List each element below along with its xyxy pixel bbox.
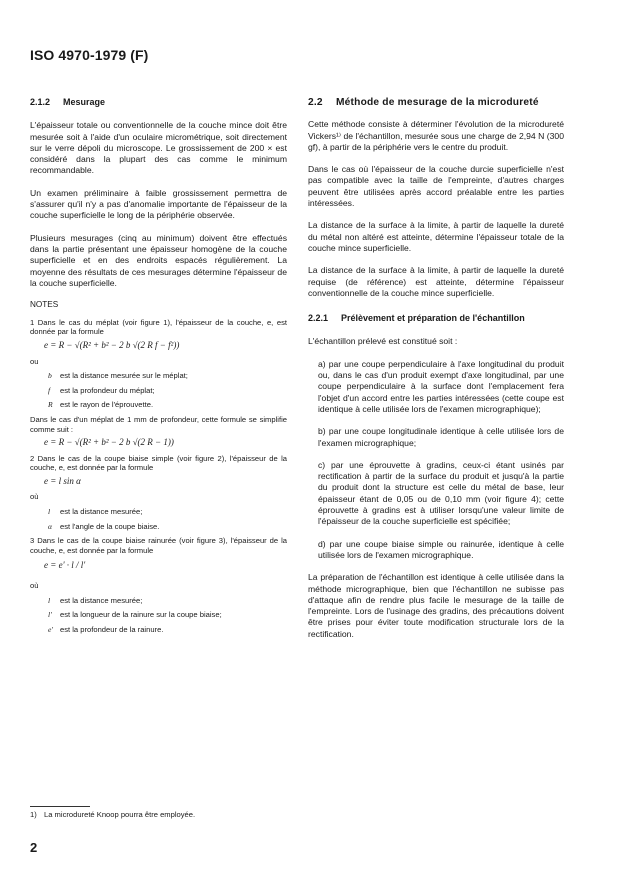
definition-item: f est la profondeur du méplat;: [48, 385, 155, 395]
list-item-c: c) par une éprouvette à gradins, ceux-ci étant usinés par rectification à partir de la surface du produit et jusqu'à la partie du produit dont la structure est celle du métal de base, leur épaisseur étant de 0,05 ou de 0,10 mm (voir figure 4); cette éprouvette à gradins est à utiliser lorsqu'une valeur limite de l'épaisseur de la couche superficielle est spécifiée;: [318, 459, 564, 527]
definition-item: l' est la longueur de la rainure sur la coupe biaise;: [48, 610, 222, 620]
paragraph: Plusieurs mesurages (cinq au minimum) doivent être effectués dans la partie présentant une épaisseur homogène de la couche superficielle et en des endroits espacés régulièrement. La moyenne des résultats de ces mesurages détermine l'épaisseur de la couche superficielle.: [30, 232, 287, 288]
document-header: ISO 4970-1979 (F): [30, 47, 149, 63]
list-item-d: d) par une coupe biaise simple ou rainurée, identique à celle utilisée lors de l'examen micrographique.: [318, 538, 564, 560]
footnote: [30, 810, 195, 819]
paragraph: La distance de la surface à la limite, à partir de laquelle la dureté requise (de référence) est atteinte, détermine l'épaisseur conventionnelle de la couche mince superficielle.: [308, 265, 564, 298]
definition-item: e' est la profondeur de la rainure.: [48, 624, 164, 634]
footnote-divider: [30, 806, 90, 807]
note-2-text: 2 Dans le cas de la coupe biaise simple (voir figure 2), l'épaisseur de la couche, e, est donnée par la formule: [30, 453, 287, 473]
formula-note-3: e = e' · l / l': [44, 560, 86, 571]
note-3-text: 3 Dans le cas de la coupe biaise rainurée (voir figure 3), l'épaisseur de la couche, e, est donnée par la formule: [30, 536, 287, 555]
list-intro: L'échantillon prélevé est constitué soit :: [308, 336, 458, 347]
paragraph: L'épaisseur totale ou conventionnelle de la couche mince doit être mesurée soit à l'aide d'un oculaire micrométrique, soit directement sur le verre dépoli du microscope. Le grossissement de 200 × est considéré dans la plupart des cas comme le minimum recommandable.: [30, 120, 287, 176]
where-label: où: [30, 492, 39, 502]
definition-item: l est la distance mesurée;: [48, 507, 143, 517]
list-item-b: b) par une coupe longitudinale identique à celle utilisée lors de l'examen micrographique;: [318, 426, 564, 448]
right-column: [308, 97, 564, 651]
formula-note-1: e = R − √(R² + b² − 2 b √(2 R f − f²)): [44, 339, 180, 350]
section-heading-2-2-1: [308, 313, 564, 324]
footnote-mark: 1): [30, 810, 37, 819]
note-1-text: 1 Dans le cas du méplat (voir figure 1), l'épaisseur de la couche, e, est donnée par la formule: [30, 317, 287, 337]
where-label: ou: [30, 356, 39, 366]
definition-item: R est le rayon de l'éprouvette.: [48, 400, 154, 410]
definition-item: b est la distance mesurée sur le méplat;: [48, 371, 188, 381]
note-1-simplified-text: Dans le cas d'un méplat de 1 mm de profondeur, cette formule se simplifie comme suit :: [30, 414, 287, 434]
left-column: [30, 97, 287, 639]
section-title: Méthode de mesurage de la microdureté: [336, 97, 539, 108]
section-heading-2-2: [308, 97, 564, 108]
definition-item: l est la distance mesurée;: [48, 595, 143, 605]
list-item-a: a) par une coupe perpendiculaire à l'axe longitudinal du produit ou, dans le cas d'un produit exempt d'axe longitudinal, par une coupe perpendiculaire à la surface dont l'emplacement fera l'objet d'un accord entre les parties intéressées (cette coupe est identique à celle utilisée lors de l'examen micrographique);: [318, 358, 564, 414]
formula-note-1-simplified: e = R − √(R² + b² − 2 b √(2 R − 1)): [44, 437, 174, 448]
section-number: 2.1.2: [30, 97, 51, 107]
section-title: Prélèvement et préparation de l'échantillon: [341, 313, 525, 324]
notes-block: [30, 300, 287, 634]
section-number: 2.2: [308, 97, 323, 108]
section-number: 2.2.1: [308, 313, 329, 324]
paragraph: La distance de la surface à la limite, à partir de laquelle la dureté du métal non altéré est atteinte, détermine l'épaisseur totale de la couche mince superficielle.: [308, 220, 564, 253]
formula-note-2: e = l sin α: [44, 475, 81, 486]
where-label: où: [30, 581, 39, 591]
notes-title: NOTES: [30, 300, 59, 310]
paragraph: Dans le cas où l'épaisseur de la couche durcie superficielle n'est pas compatible avec la taille de l'empreinte, d'autres charges peuvent être utilisées après accord préalable entre les parties intéressées.: [308, 164, 564, 209]
section-title: Mesurage: [63, 97, 106, 107]
paragraph: La préparation de l'échantillon est identique à celle utilisée dans la méthode micrographique, bien que l'échantillon ne subisse pas d'attaque afin de rendre plus facile le mesurage de la taille de l'empreinte. Lors de l'usinage des gradins, des précautions doivent être prises pour éviter toute modification structurale lors de la rectification.: [308, 572, 564, 639]
footnote-text: La microdureté Knoop pourra être employée.: [44, 810, 196, 819]
paragraph: Cette méthode consiste à déterminer l'évolution de la microdureté Vickers¹⁾ de l'échantillon, mesurée sous une charge de 2,94 N (300 gf), à partir de la périphérie vers le centre du produit.: [308, 119, 564, 152]
paragraph: Un examen préliminaire à faible grossissement permettra de s'assurer qu'il n'y a pas d'anomalie importante de l'épaisseur de la couche superficielle le long de la périphérie observée.: [30, 187, 287, 221]
page-number: 2: [30, 840, 38, 855]
definition-item: α est l'angle de la coupe biaise.: [48, 521, 160, 531]
section-heading-2-1-2: [30, 97, 287, 108]
